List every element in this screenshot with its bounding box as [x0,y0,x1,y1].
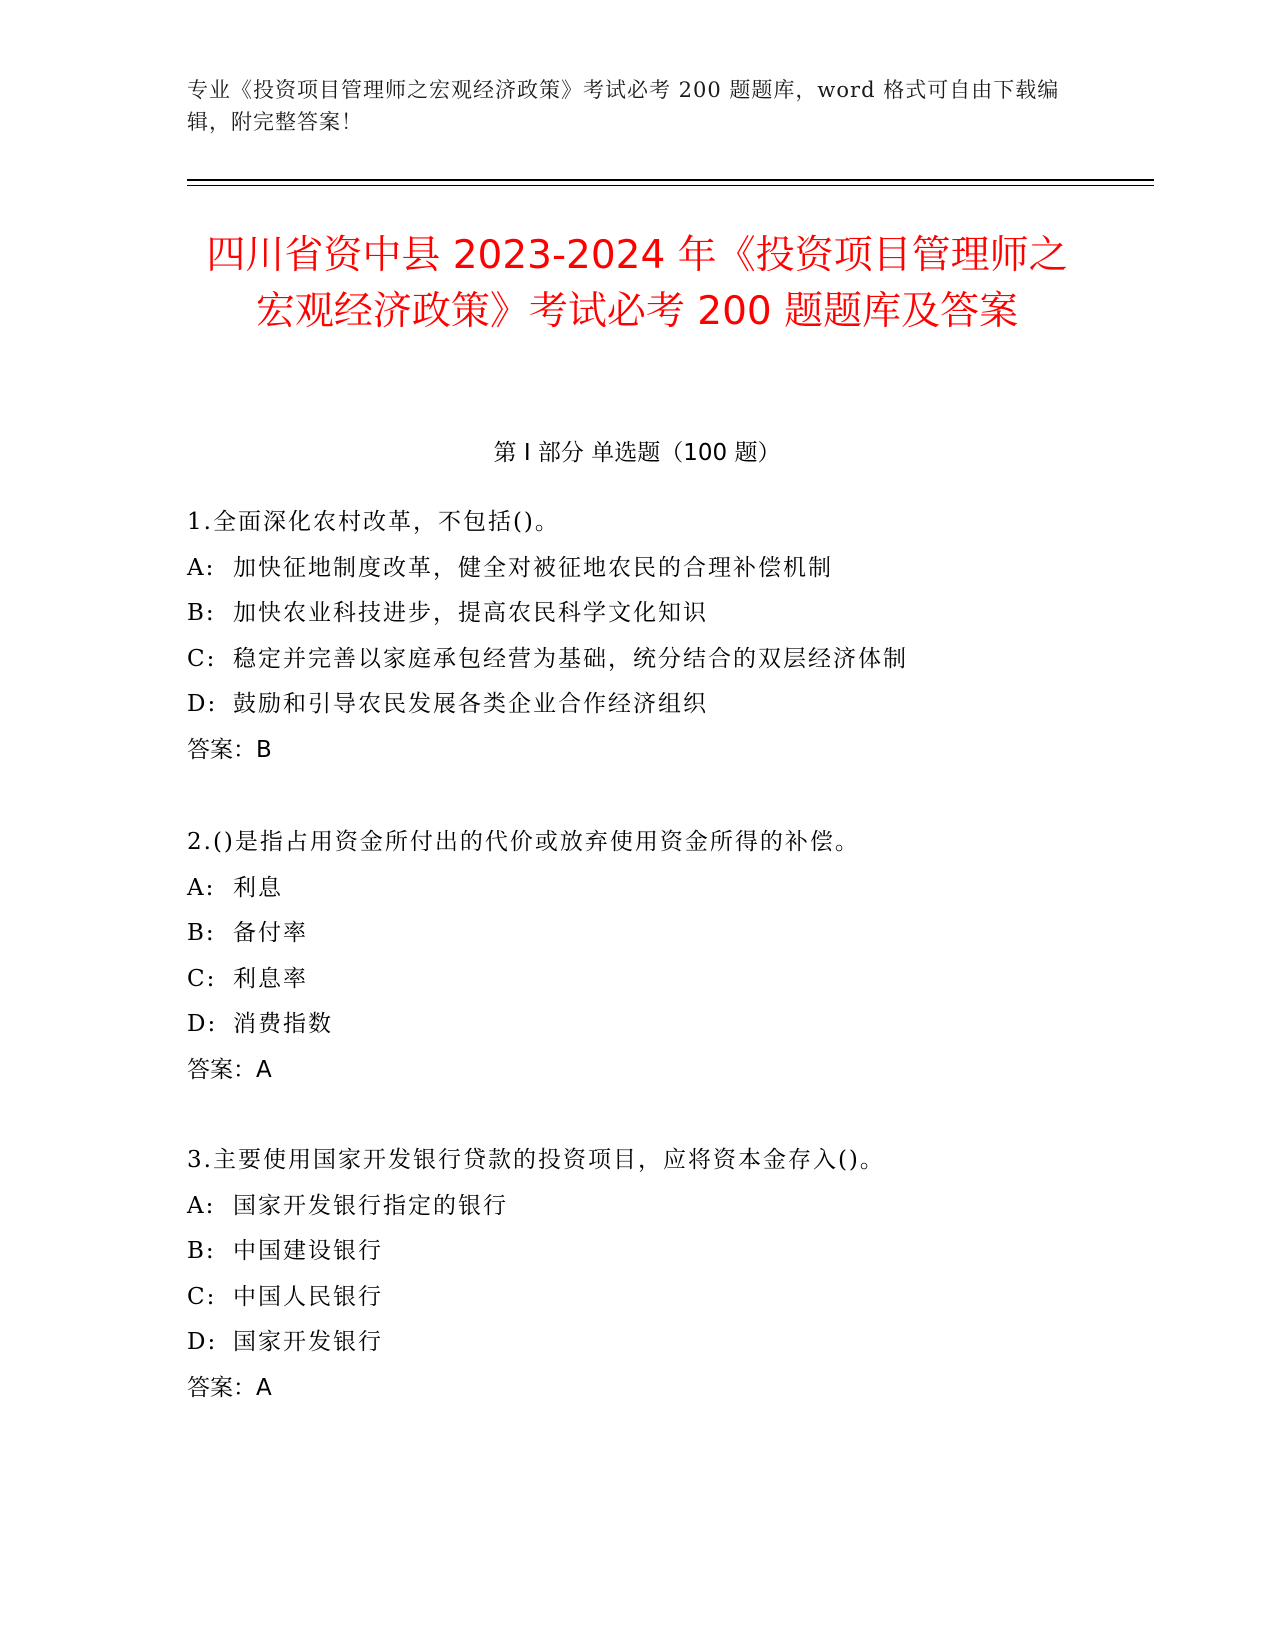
option-text: 中国人民银行 [233,1283,383,1310]
answer: 答案：A [187,1374,272,1401]
option-d [187,682,1127,728]
answer: 答案：B [187,736,272,763]
option-key: C: [187,645,217,672]
option-key: D: [187,1329,218,1355]
option-text: 消费指数 [233,1011,333,1037]
section-title: 第 I 部分 单选题（100 题） [493,440,781,466]
option-key: A: [187,874,216,901]
option-key: A: [187,1192,216,1219]
option-b [187,1229,1127,1275]
header-note: 专业《投资项目管理师之宏观经济政策》考试必考 200 题题库，word 格式可自由下载编辑，附完整答案！ [187,78,1060,134]
option-c [187,637,1127,683]
question-3 [187,1138,1127,1411]
option-text: 鼓励和引导农民发展各类企业合作经济组织 [233,691,708,717]
option-key: A: [187,554,216,581]
option-text: 中国建设银行 [233,1238,383,1264]
option-key: B: [187,920,216,946]
option-text: 利息 [233,874,283,901]
document-title: 四川省资中县 2023-2024 年《投资项目管理师之宏观经济政策》考试必考 200 题题库及答案 [206,233,1068,334]
option-key: C: [187,1283,217,1310]
question-2 [187,820,1127,1093]
option-text: 备付率 [233,920,308,946]
option-text: 国家开发银行 [233,1329,383,1355]
option-key: C: [187,965,217,992]
answer: 答案：A [187,1056,272,1083]
option-key: B: [187,1238,216,1264]
option-d [187,1002,1127,1048]
option-key: B: [187,600,216,626]
option-a [187,546,1127,592]
option-b [187,911,1127,957]
question-stem: 2.()是指占用资金所付出的代价或放弃使用资金所得的补偿。 [187,829,860,855]
question-stem: 1.全面深化农村改革，不包括()。 [187,509,560,535]
option-c [187,1275,1127,1321]
option-text: 稳定并完善以家庭承包经营为基础，统分结合的双层经济体制 [233,645,908,672]
question-stem: 3.主要使用国家开发银行贷款的投资项目，应将资本金存入()。 [187,1147,885,1173]
option-text: 利息率 [233,965,308,992]
option-c [187,957,1127,1003]
option-key: D: [187,1011,218,1037]
option-a [187,1184,1127,1230]
header-rule-thick [187,179,1154,181]
option-a [187,866,1127,912]
option-text: 国家开发银行指定的银行 [233,1192,508,1219]
header-rule-thin [187,185,1154,186]
question-1 [187,500,1127,773]
option-text: 加快征地制度改革，健全对被征地农民的合理补偿机制 [233,554,833,581]
option-d [187,1320,1127,1366]
option-b [187,591,1127,637]
option-key: D: [187,691,218,717]
option-text: 加快农业科技进步，提高农民科学文化知识 [233,600,708,626]
